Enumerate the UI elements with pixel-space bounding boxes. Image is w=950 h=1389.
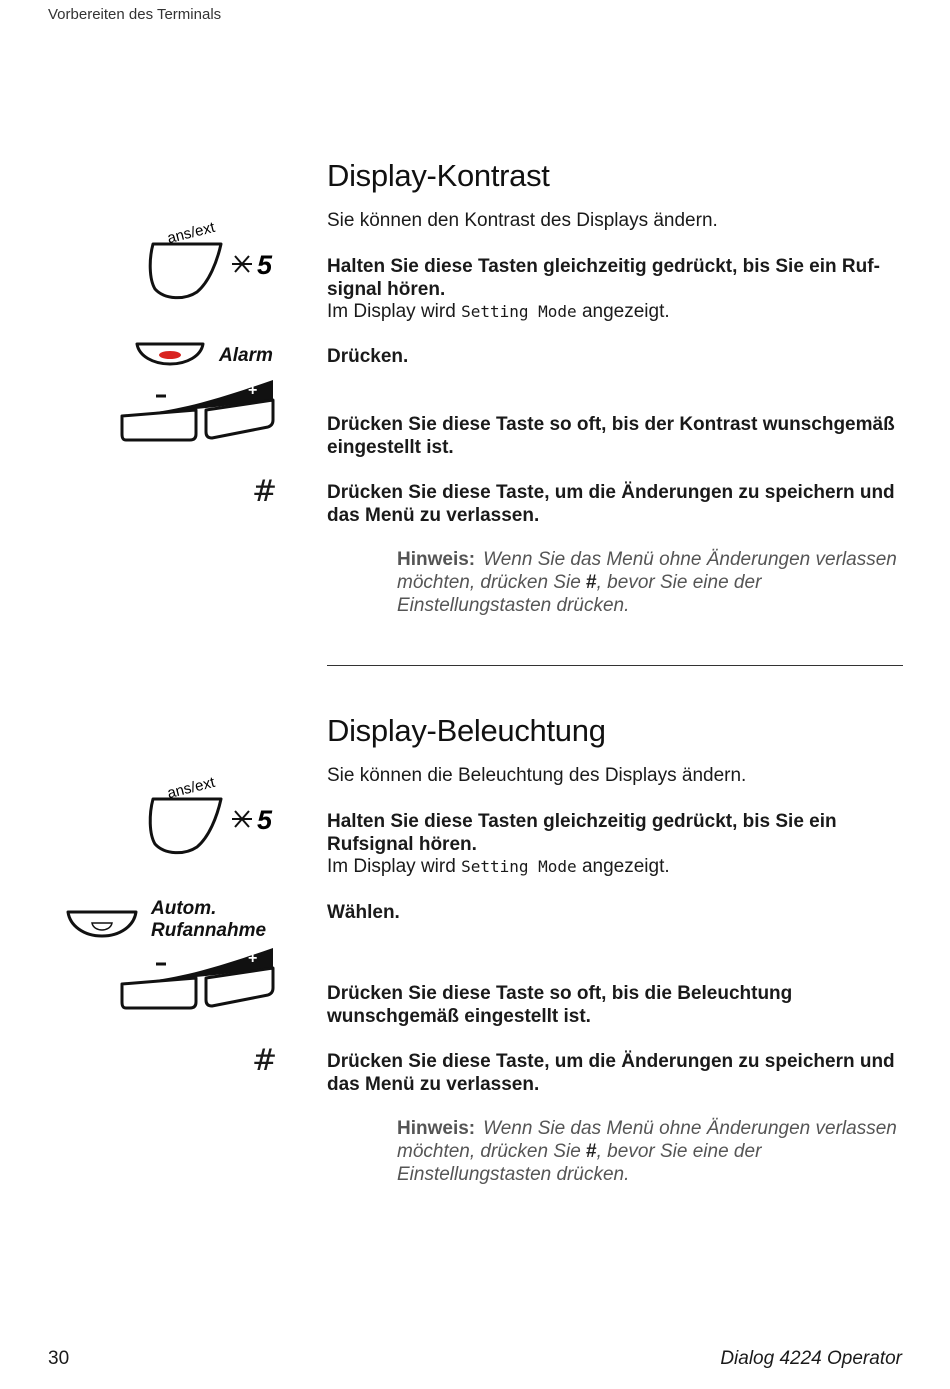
- step-hold-keys: Halten Sie diese Tasten gleichzeitig gedrückt, bis Sie ein Rufsignal hören.: [327, 811, 837, 855]
- minus-key-icon: [122, 410, 196, 440]
- hash-key-icon: #: [252, 474, 278, 509]
- led-icon: [92, 923, 112, 930]
- product-name: Dialog 4224 Operator: [720, 1348, 902, 1369]
- hint-label: Hinweis:: [397, 1118, 476, 1139]
- hint-text-pre: Wenn Sie das Menü ohne Änderungen verlassen möchten, drücken Sie: [397, 1118, 897, 1162]
- section-title-contrast: Display-Kontrast: [327, 158, 550, 193]
- ans-ext-label: ans/ext: [165, 773, 217, 803]
- ans-ext-key-icon: [145, 769, 285, 859]
- hint-text-post: , bevor Sie eine der Einstellungstasten drücken.: [397, 1141, 762, 1185]
- contrast-keys-icon: [118, 374, 283, 444]
- alarm-led-icon: [159, 351, 181, 359]
- display-text-pre: Im Display wird: [327, 301, 456, 322]
- hint-label: Hinweis:: [397, 549, 476, 570]
- digit-5-label: 5: [257, 250, 273, 280]
- step-display-mode: [327, 855, 907, 878]
- ans-ext-key-icon: [145, 214, 285, 304]
- display-text-post: angezeigt.: [581, 301, 670, 322]
- auto-answer-label-2: Rufannahme: [151, 920, 267, 941]
- alarm-key-icon: [135, 340, 225, 370]
- minus-key-icon: [122, 978, 196, 1008]
- hint-hash: #: [586, 572, 597, 593]
- running-header: Vorbereiten des Terminals: [48, 6, 222, 23]
- step-display-mode: [327, 300, 907, 323]
- hint-text-post: , bevor Sie eine der Einstellungstasten drücken.: [397, 572, 762, 616]
- auto-answer-label-1: Autom.: [151, 898, 217, 919]
- auto-answer-key-icon: [66, 908, 146, 940]
- brightness-keys-icon: [118, 942, 283, 1012]
- hint-hash: #: [586, 1141, 597, 1162]
- alarm-key-label: Alarm: [219, 345, 273, 366]
- step-press: Drücken.: [327, 346, 409, 367]
- hint-note: [397, 548, 907, 617]
- svg-text:+: +: [248, 382, 258, 399]
- step-save-exit: Drücken Sie diese Taste, um die Änderungen zu speichern und das Menü zu verlassen.: [327, 482, 895, 526]
- step-select: Wählen.: [327, 902, 400, 923]
- intro-text: Sie können den Kontrast des Displays ändern.: [327, 210, 718, 231]
- step-adjust-contrast: Drücken Sie diese Taste so oft, bis der Kontrast wunschgemäß eingestellt ist.: [327, 414, 895, 458]
- hint-text-pre: Wenn Sie das Menü ohne Änderungen verlassen möchten, drücken Sie: [397, 549, 897, 593]
- step-hold-keys: Halten Sie diese Tasten gleichzeitig gedrückt, bis Sie ein Ruf-signal hören.: [327, 256, 880, 300]
- digit-5-label: 5: [257, 805, 273, 835]
- display-mode-code: Setting Mode: [461, 302, 577, 321]
- auto-answer-key-label: [151, 898, 266, 942]
- display-mode-code: Setting Mode: [461, 857, 577, 876]
- ans-ext-label: ans/ext: [165, 218, 217, 248]
- step-save-exit: Drücken Sie diese Taste, um die Änderungen zu speichern und das Menü zu verlassen.: [327, 1051, 895, 1095]
- section-divider: [327, 665, 903, 666]
- section-title-backlight: Display-Beleuchtung: [327, 713, 606, 748]
- hash-key-icon: #: [252, 1043, 278, 1078]
- svg-text:+: +: [248, 950, 258, 967]
- page-number: 30: [48, 1348, 70, 1369]
- display-text-post: angezeigt.: [581, 856, 670, 877]
- display-text-pre: Im Display wird: [327, 856, 456, 877]
- star-icon: [232, 811, 252, 827]
- star-icon: [232, 256, 252, 272]
- step-adjust-brightness: Drücken Sie diese Taste so oft, bis die Beleuchtung wunschgemäß eingestellt ist.: [327, 983, 793, 1027]
- intro-text: Sie können die Beleuchtung des Displays ändern.: [327, 765, 747, 786]
- hint-note: [397, 1117, 907, 1186]
